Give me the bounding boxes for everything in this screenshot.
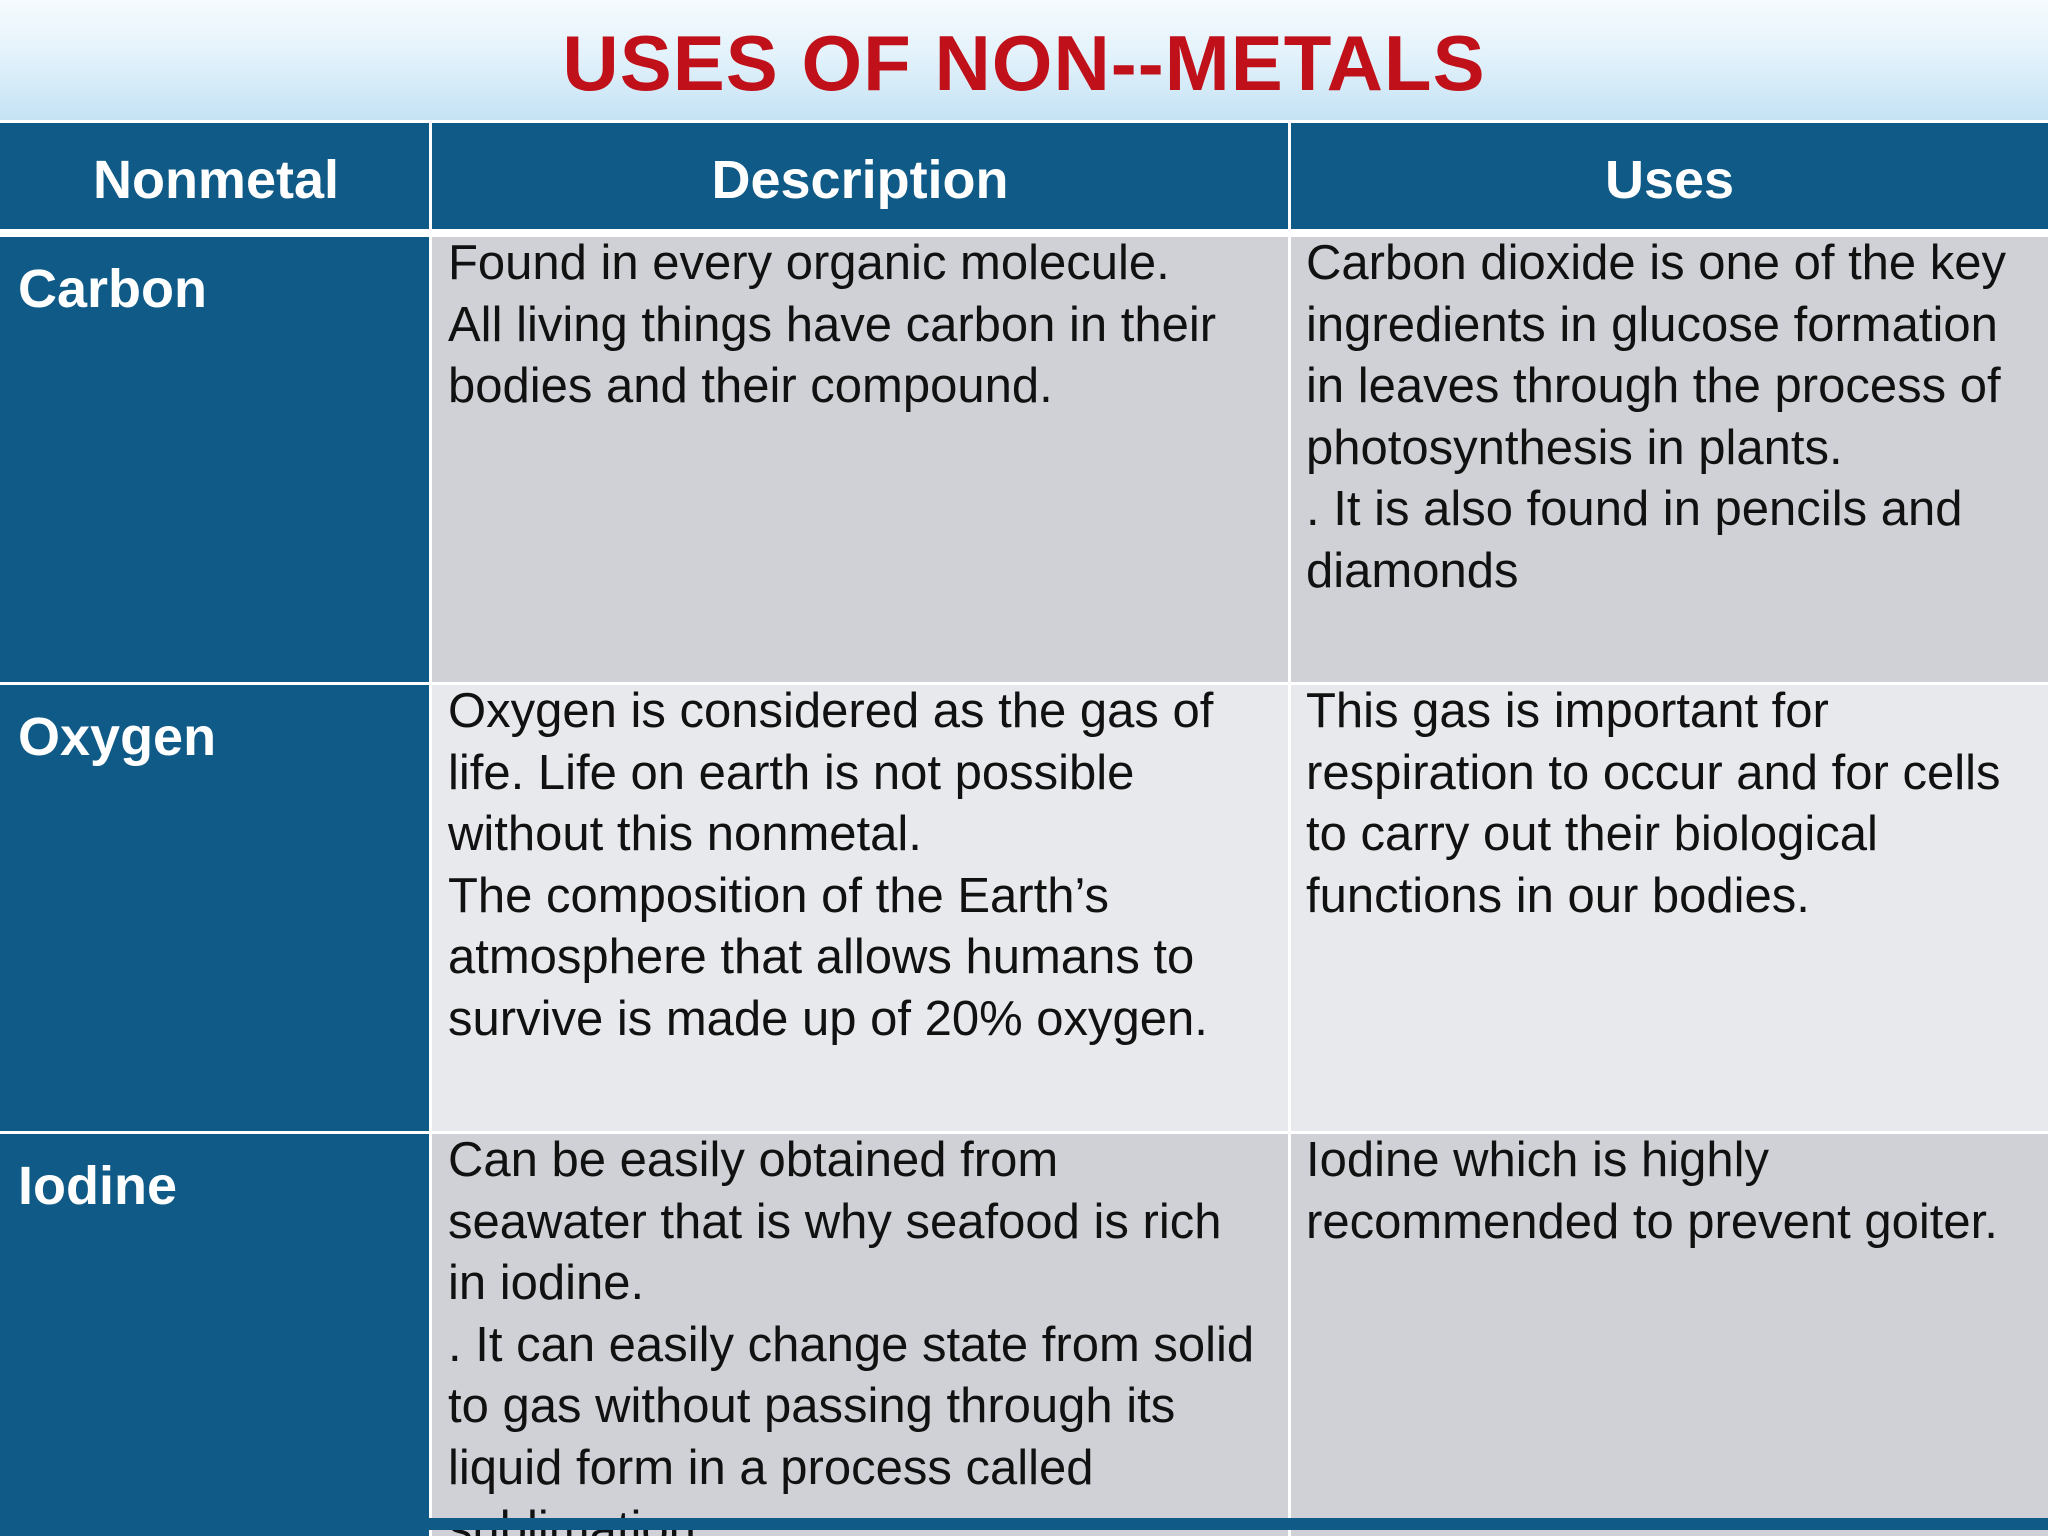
title-bar bbox=[0, 0, 2048, 122]
nonmetal-name-cell: Oxygen bbox=[2, 684, 431, 1133]
uses-cell bbox=[1290, 1133, 2048, 1536]
table-row-iodine bbox=[2, 1133, 2048, 1536]
uses-cell bbox=[1290, 233, 2048, 684]
bottom-divider bbox=[0, 1518, 2048, 1530]
table-row-oxygen bbox=[2, 684, 2048, 1133]
description-cell bbox=[431, 684, 1290, 1133]
nonmetal-name-cell: Iodine bbox=[2, 1133, 431, 1536]
uses-cell bbox=[1290, 684, 2048, 1133]
uses-text: This gas is important for respiration to occur and for cells to carry out their biological functions in our bodies. bbox=[1306, 684, 2001, 923]
page-title: USES OF NON--METALS bbox=[562, 19, 1486, 107]
uses-text: Iodine which is highly recommended to prevent goiter. bbox=[1306, 1133, 1998, 1249]
description-text: Can be easily obtained from seawater that is why seafood is rich in iodine. . It can easily change state from solid to gas without passing through its liquid form in a process called bbox=[448, 1133, 1255, 1495]
table-row-carbon bbox=[2, 233, 2048, 684]
description-cell bbox=[431, 233, 1290, 684]
description-cell bbox=[431, 1133, 1290, 1536]
column-header-description: Description bbox=[431, 122, 1290, 234]
column-header-nonmetal: Nonmetal bbox=[2, 122, 431, 234]
uses-text: Carbon dioxide is one of the key ingredients in glucose formation in leaves through the process of photosynthesis in plants. . It is also found in pencils and diamonds bbox=[1306, 236, 2007, 598]
description-text: Found in every organic molecule. All living things have carbon in their bodies and their compound. bbox=[448, 236, 1217, 413]
column-header-uses: Uses bbox=[1290, 122, 2048, 234]
nonmetals-table bbox=[0, 120, 2048, 1536]
table-header-row bbox=[2, 122, 2048, 234]
description-text: Oxygen is considered as the gas of life. Life on earth is not possible without this nonmetal. The composition of the Earth’s atmosphere that allows humans to survive is made up of 20% oxygen. bbox=[448, 684, 1214, 1046]
nonmetal-name-cell: Carbon bbox=[2, 233, 431, 684]
